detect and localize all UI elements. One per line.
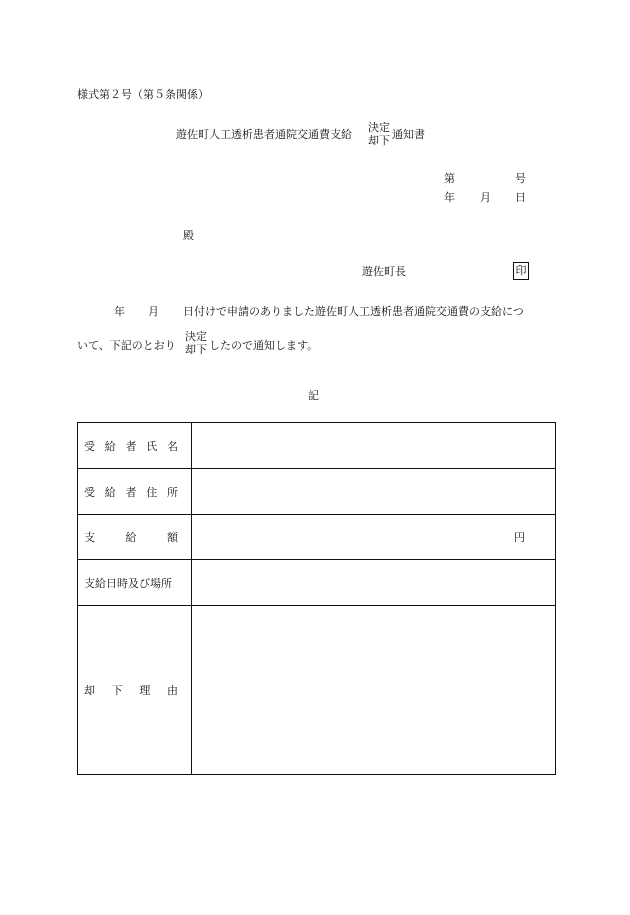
reference-dai: 第: [444, 172, 455, 185]
reference-go: 号: [515, 172, 526, 185]
label-amount: [78, 515, 192, 560]
body-year: 年: [114, 305, 125, 318]
label-payment-datetime-place: 支給日時及び場所: [78, 560, 192, 606]
value-recipient-name[interactable]: [192, 423, 556, 469]
ki-heading: 記: [308, 389, 319, 402]
body-option-rejection: 却下: [185, 343, 207, 356]
date-month: 月: [480, 191, 491, 204]
title-suffix: 通知書: [392, 128, 425, 141]
label-recipient-name: [78, 423, 192, 469]
title-option-decision: 決定: [368, 121, 390, 134]
label-char: 給: [104, 485, 116, 499]
row-rejection-reason: [78, 606, 556, 775]
body-month: 月: [148, 305, 159, 318]
label-char: 却: [84, 684, 95, 697]
details-table: [77, 422, 556, 775]
label-char: 住: [146, 485, 158, 499]
title-option-rejection: 却下: [368, 134, 390, 147]
label-char: 給: [104, 439, 116, 453]
label-char: 受: [84, 439, 95, 453]
label-char: 受: [84, 485, 95, 499]
seal-mark: 印: [513, 262, 529, 280]
body-line-1: 日付けで申請のありました遊佐町人工透析患者通院交通費の支給につ: [183, 305, 524, 318]
value-payment-datetime-place[interactable]: [192, 560, 556, 606]
label-char: 下: [111, 684, 123, 697]
title-prefix: 遊佐町人工透析患者通院交通費支給: [176, 128, 352, 141]
label-char: 名: [167, 439, 178, 453]
label-char: 所: [167, 485, 178, 499]
date-year: 年: [444, 191, 455, 204]
value-amount[interactable]: [192, 515, 556, 560]
row-recipient-name: [78, 423, 556, 469]
label-char: 給: [125, 531, 137, 544]
label-char: 者: [125, 485, 137, 499]
label-char: 由: [166, 684, 178, 697]
label-char: 額: [167, 531, 178, 544]
date-day: 日: [515, 191, 526, 204]
form-number: 様式第２号（第５条関係）: [77, 88, 209, 101]
label-recipient-address: [78, 469, 192, 515]
label-char: 支: [84, 531, 95, 544]
title-options: [368, 121, 390, 147]
label-char: 氏: [146, 439, 158, 453]
label-char: 理: [139, 684, 151, 697]
body-options: [185, 330, 207, 356]
yen-unit: 円: [514, 531, 525, 544]
addressee-dono: 殿: [183, 229, 194, 242]
row-recipient-address: [78, 469, 556, 515]
row-payment-datetime-place: [78, 560, 556, 606]
value-rejection-reason[interactable]: [192, 606, 556, 775]
label-char: 者: [125, 439, 137, 453]
issuer-name: 遊佐町長: [362, 265, 406, 278]
value-recipient-address[interactable]: [192, 469, 556, 515]
body-option-decision: 決定: [185, 330, 207, 343]
body-line-2-suffix: したので通知します。: [209, 339, 319, 352]
label-rejection-reason: [78, 606, 192, 775]
row-amount: [78, 515, 556, 560]
body-line-2-prefix: いて、下記のとおり: [77, 339, 176, 352]
